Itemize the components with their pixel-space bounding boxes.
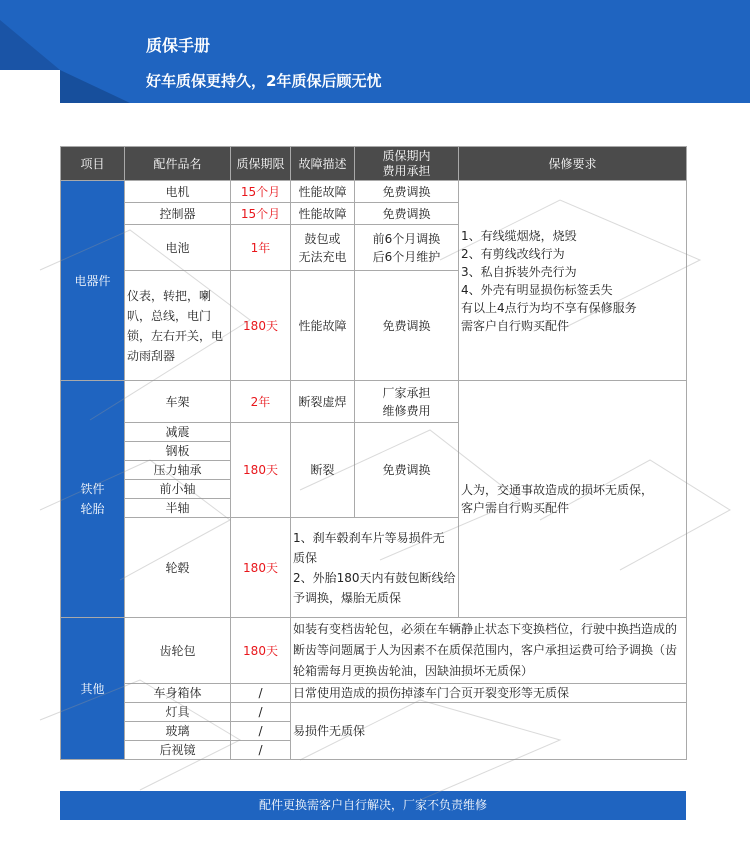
fault-desc: 性能故障: [291, 203, 355, 225]
warranty-table: [60, 146, 687, 760]
part-name: 灯具: [125, 703, 231, 722]
table-row: [61, 684, 687, 703]
footer-note: 配件更换需客户自行解决，厂家不负责维修: [60, 791, 686, 820]
banner-shape: [0, 0, 750, 110]
warranty-period: 180天: [231, 271, 291, 381]
part-name: 减震: [125, 423, 231, 442]
table-header-row: [61, 147, 687, 181]
cost: 免费调换: [355, 271, 459, 381]
hub-note: 1、刹车毂刹车片等易损件无质保 2、外胎180天内有鼓包断线给予调换，爆胎无质保: [291, 518, 459, 618]
cost: 前6个月调换 后6个月维护: [355, 225, 459, 271]
part-name: 仪表，转把，喇叭，总线，电门锁，左右开关，电动雨刮器: [125, 271, 231, 381]
col-header: 故障描述: [291, 147, 355, 181]
part-name: 轮毂: [125, 518, 231, 618]
fault-desc: 断裂虚焊: [291, 381, 355, 423]
banner: [0, 0, 750, 110]
warranty-period: 180天: [231, 518, 291, 618]
col-header: 保修要求: [459, 147, 687, 181]
body-note: 日常使用造成的损伤掉漆车门合页开裂变形等无质保: [291, 684, 687, 703]
part-name: 钢板: [125, 442, 231, 461]
warranty-period: 15个月: [231, 203, 291, 225]
part-name: 车身箱体: [125, 684, 231, 703]
fault-desc: 性能故障: [291, 271, 355, 381]
glass-note: 易损件无质保: [291, 703, 687, 760]
warranty-period: 2年: [231, 381, 291, 423]
category-iron: 铁件 轮胎: [61, 381, 125, 618]
warranty-period: 180天: [231, 423, 291, 518]
col-header: 质保期限: [231, 147, 291, 181]
part-name: 电机: [125, 181, 231, 203]
part-name: 前小轴: [125, 480, 231, 499]
table-row: [61, 618, 687, 684]
part-name: 控制器: [125, 203, 231, 225]
part-name: 后视镜: [125, 741, 231, 760]
warranty-period: /: [231, 703, 291, 722]
warranty-period: /: [231, 741, 291, 760]
page-subtitle: 好车质保更持久，2年质保后顾无忧: [146, 72, 382, 90]
page-title: 质保手册: [146, 36, 211, 55]
warranty-period: 1年: [231, 225, 291, 271]
part-name: 齿轮包: [125, 618, 231, 684]
table-row: [61, 381, 687, 423]
table-row: [61, 703, 687, 722]
part-name: 电池: [125, 225, 231, 271]
requirements-electrical: 1、有线缆烟烧，烧毁 2、有剪线改线行为 3、私自拆装外壳行为 4、外壳有明显损伤标签丢失 有以上4点行为均不享有保修服务 需客户自行购买配件: [459, 181, 687, 381]
cost: 免费调换: [355, 423, 459, 518]
requirements-iron: 人为，交通事故造成的损坏无质保， 客户需自行购买配件: [459, 381, 687, 618]
gearbox-note: 如装有变档齿轮包，必须在车辆静止状态下变换档位，行驶中换挡造成的断齿等问题属于人为因素不在质保范围内，客户承担运费可给予调换（齿轮箱需每月更换齿轮油，因缺油损坏无质保）: [291, 618, 687, 684]
fault-desc: 断裂: [291, 423, 355, 518]
warranty-period: 15个月: [231, 181, 291, 203]
category-other: 其他: [61, 618, 125, 760]
part-name: 压力轴承: [125, 461, 231, 480]
fault-desc: 鼓包或 无法充电: [291, 225, 355, 271]
col-header: 项目: [61, 147, 125, 181]
table-row: [61, 181, 687, 203]
warranty-period: 180天: [231, 618, 291, 684]
cost: 厂家承担 维修费用: [355, 381, 459, 423]
part-name: 半轴: [125, 499, 231, 518]
cost: 免费调换: [355, 203, 459, 225]
col-header: 配件品名: [125, 147, 231, 181]
cost: 免费调换: [355, 181, 459, 203]
part-name: 玻璃: [125, 722, 231, 741]
part-name: 车架: [125, 381, 231, 423]
fault-desc: 性能故障: [291, 181, 355, 203]
col-header: 质保期内 费用承担: [355, 147, 459, 181]
warranty-period: /: [231, 722, 291, 741]
warranty-period: /: [231, 684, 291, 703]
category-electrical: 电器件: [61, 181, 125, 381]
